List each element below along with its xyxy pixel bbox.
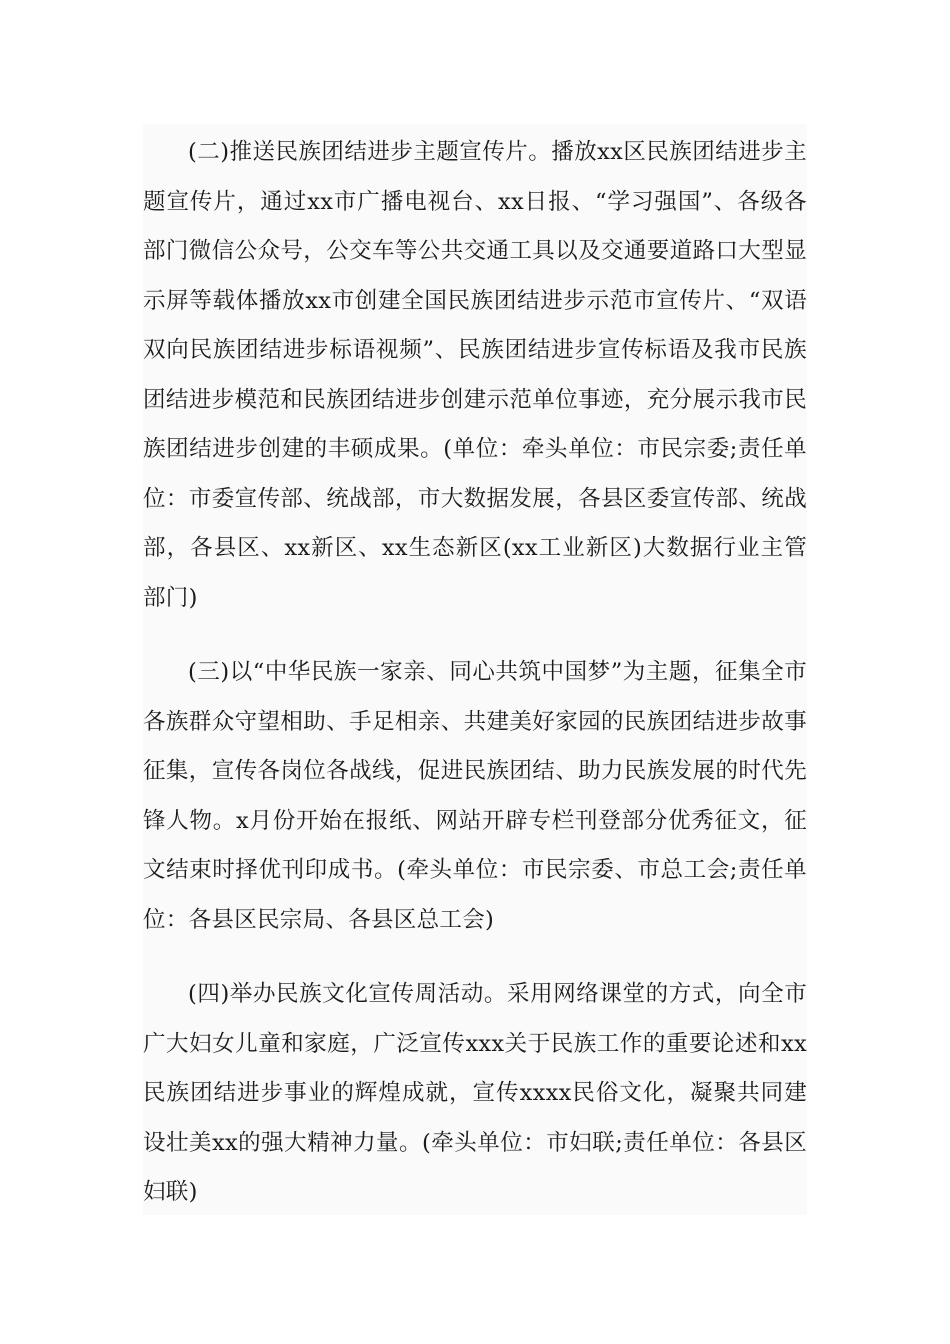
document-text-block xyxy=(143,124,807,1215)
paragraph-item-2: (二)推送民族团结进步主题宣传片。播放xx区民族团结进步主题宣传片，通过xx市广播电视台、xx日报、“学习强国”、各级各部门微信公众号，公交车等公共交通工具以及交通要道路口大型显示屏等载体播放xx市创建全国民族团结进步示范市宣传片、“双语双向民族团结进步标语视频”、民族团结进步宣传标语及我市民族团结进步模范和民族团结进步创建示范单位事迹，充分展示我市民族团结进步创建的丰硕成果。(单位：牵头单位：市民宗委;责任单位：市委宣传部、统战部，市大数据发展，各县区委宣传部、统战部，各县区、xx新区、xx生态新区(xx工业新区)大数据行业主管部门) xyxy=(143,139,807,611)
paragraph-item-4: (四)举办民族文化宣传周活动。采用网络课堂的方式，向全市广大妇女儿童和家庭，广泛宣传xxx关于民族工作的重要论述和xx民族团结进步事业的辉煌成就，宣传xxxx民俗文化，凝聚共同建设壮美xx的强大精神力量。(牵头单位：市妇联;责任单位：各县区妇联) xyxy=(143,981,807,1205)
paragraph-item-3: (三)以“中华民族一家亲、同心共筑中国梦”为主题，征集全市各族群众守望相助、手足相亲、共建美好家园的民族团结进步故事征集，宣传各岗位各战线，促进民族团结、助力民族发展的时代先锋人物。x月份开始在报纸、网站开辟专栏刊登部分优秀征文，征文结束时择优刊印成书。(牵头单位：市民宗委、市总工会;责任单位：各县区民宗局、各县区总工会) xyxy=(143,659,807,933)
